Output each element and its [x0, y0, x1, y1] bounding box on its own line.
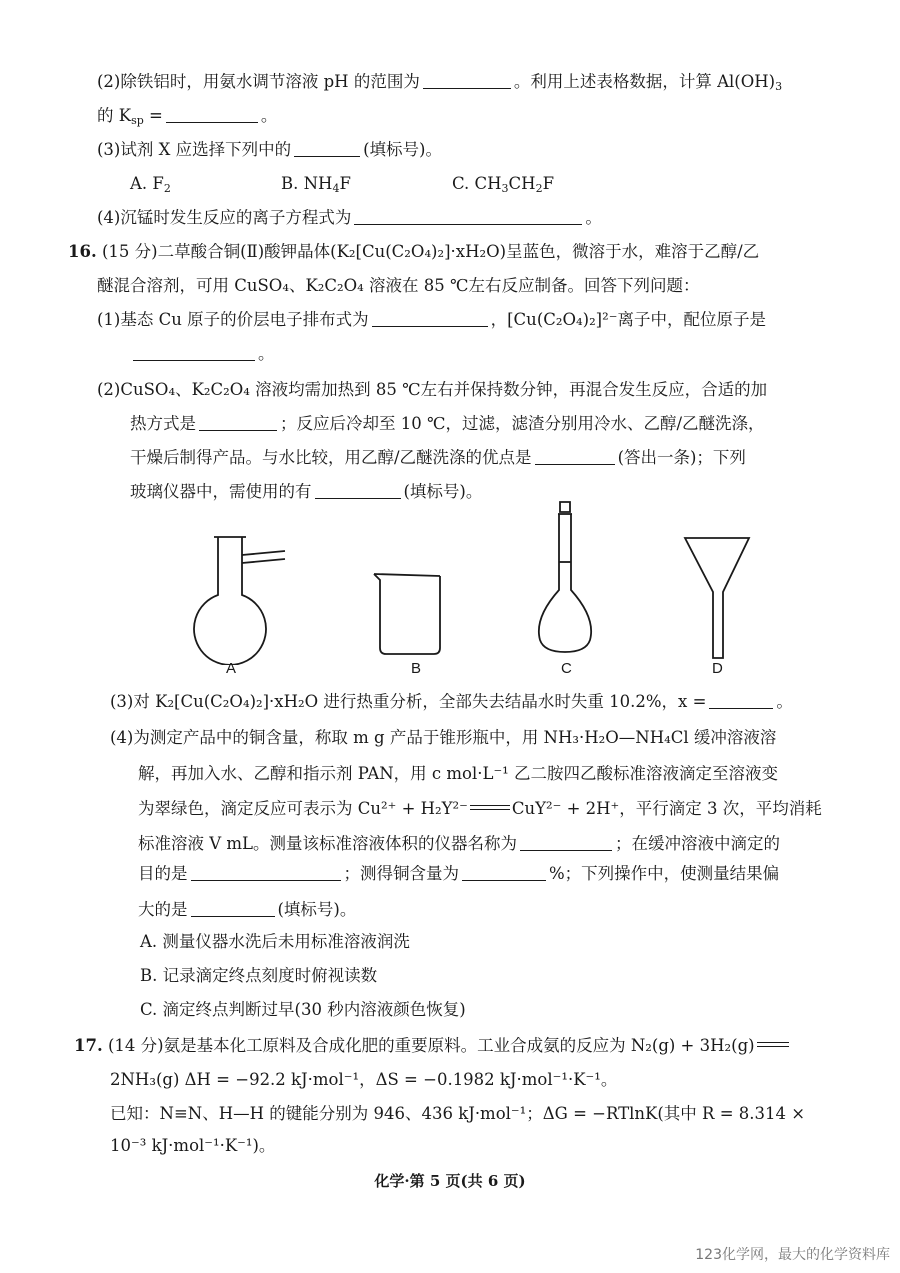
- question-number: 17.: [74, 1036, 103, 1055]
- answer-blank[interactable]: [199, 412, 277, 431]
- answer-blank[interactable]: [294, 138, 360, 157]
- answer-blank[interactable]: [709, 690, 773, 709]
- volumetric-flask-icon: [530, 500, 600, 660]
- q16-part2-line4: 玻璃仪器中，需使用的有 (填标号)。: [130, 482, 483, 501]
- apparatus-label-a: A: [226, 660, 237, 677]
- q16-part4-line3: 为翠绿色，滴定反应可表示为 Cu²⁺ + H₂Y²⁻ CuY²⁻ + 2H⁺，平行滴定 3 次，平均消耗: [138, 799, 822, 818]
- answer-blank[interactable]: [462, 862, 546, 881]
- q15-option-a: A. $F_2$: [130, 174, 171, 195]
- q16-part4-line2: 解，再加入水、乙醇和指示剂 PAN，用 c mol·L⁻¹ 乙二胺四乙酸标准溶液滴定至溶液变: [138, 764, 779, 783]
- answer-blank[interactable]: [520, 832, 612, 851]
- q16-option-b: B. 记录滴定终点刻度时俯视读数: [140, 966, 378, 985]
- q16-part2-line3: 干燥后制得产品。与水比较，用乙醇/乙醚洗涤的优点是 (答出一条)；下列: [130, 448, 746, 467]
- q16-part3: (3)对 K₂[Cu(C₂O₄)₂]·xH₂O 进行热重分析，全部失去结晶水时失重 10.2%，x = 。: [110, 692, 793, 711]
- q16-part1-line1: (1)基态 Cu 原子的价层电子排布式为 ，[Cu(C₂O₄)₂]²⁻离子中，配位原子是: [97, 310, 766, 329]
- q17-line1: 17. (14 分)氨是基本化工原料及合成化肥的重要原料。工业合成氨的反应为 N₂(g) + 3H₂(g): [74, 1034, 791, 1058]
- apparatus-label-d: D: [712, 660, 723, 677]
- answer-blank[interactable]: [354, 206, 582, 225]
- q16-part4-line5: 目的是 ；测得铜含量为 %；下列操作中，使测量结果偏: [138, 864, 780, 883]
- q15-part2-line1: (2)除铁铝时，用氨水调节溶液 pH 的范围为 。利用上述表格数据，计算 $Al(OH)_3$: [97, 72, 783, 93]
- answer-blank[interactable]: [535, 446, 615, 465]
- q16-part2-line1: (2)CuSO₄、K₂C₂O₄ 溶液均需加热到 85 ℃左右并保持数分钟，再混合发生反应，合适的加: [97, 380, 768, 399]
- answer-blank[interactable]: [423, 70, 511, 89]
- apparatus-label-b: B: [411, 660, 422, 677]
- q16-intro-line1: 16. (15 分)二草酸合铜(Ⅱ)酸钾晶体(K₂[Cu(C₂O₄)₂]·xH₂O)呈蓝色，微溶于水，难溶于乙醇/乙: [68, 242, 760, 261]
- apparatus-label-c: C: [561, 660, 572, 677]
- answer-blank[interactable]: [133, 342, 255, 361]
- answer-blank[interactable]: [191, 862, 341, 881]
- answer-blank[interactable]: [315, 480, 401, 499]
- page-footer: 化学·第 5 页(共 6 页): [374, 1172, 526, 1190]
- question-number: 16.: [68, 242, 97, 261]
- q15-part2-line2: 的 $K_{sp}$ = 。: [97, 106, 278, 127]
- q15-part4: (4)沉锰时发生反应的离子方程式为 。: [97, 208, 602, 227]
- q15-option-b: B. $NH_4F$: [281, 174, 351, 195]
- q15-part3: (3)试剂 X 应选择下列中的 (填标号)。: [97, 140, 442, 159]
- q17-line2: 2NH₃(g) ΔH = −92.2 kJ·mol⁻¹，ΔS = −0.1982 kJ·mol⁻¹·K⁻¹。: [110, 1070, 618, 1089]
- q16-part4-line6: 大的是 (填标号)。: [138, 900, 357, 919]
- answer-blank[interactable]: [191, 898, 275, 917]
- equilibrium-sign: [470, 805, 510, 810]
- q15-option-c: C. $CH_3CH_2F$: [452, 174, 555, 195]
- q16-part2-line2: 热方式是 ；反应后冷却至 10 ℃，过滤，滤渣分别用冷水、乙醇/乙醚洗涤，: [130, 414, 765, 433]
- q17-line3: 已知：N≡N、H—H 的键能分别为 946、436 kJ·mol⁻¹；ΔG = −RTlnK(其中 R = 8.314 ×: [110, 1104, 806, 1123]
- q16-part4-line1: (4)为测定产品中的铜含量，称取 m g 产品于锥形瓶中，用 NH₃·H₂O—NH₄Cl 缓冲溶液溶: [110, 728, 777, 747]
- watermark-text: 123化学网，最大的化学资料库: [695, 1247, 890, 1263]
- q16-part4-line4: 标准溶液 V mL。测量该标准溶液体积的仪器名称为 ；在缓冲溶液中滴定的: [138, 834, 781, 853]
- distillation-flask-icon: [190, 525, 290, 665]
- funnel-icon: [683, 534, 753, 660]
- q16-part1-line2: 。: [130, 342, 275, 366]
- q16-intro-line2: 醚混合溶剂，可用 CuSO₄、K₂C₂O₄ 溶液在 85 ℃左右反应制备。回答下列问题：: [97, 276, 700, 295]
- equilibrium-sign: [757, 1042, 789, 1047]
- q16-option-c: C. 滴定终点判断过早(30 秒内溶液颜色恢复): [140, 1000, 466, 1019]
- beaker-icon: [372, 570, 448, 658]
- answer-blank[interactable]: [372, 308, 488, 327]
- answer-blank[interactable]: [166, 104, 258, 123]
- q16-option-a: A. 测量仪器水洗后未用标准溶液润洗: [140, 932, 410, 951]
- q17-line4: 10⁻³ kJ·mol⁻¹·K⁻¹)。: [110, 1136, 276, 1155]
